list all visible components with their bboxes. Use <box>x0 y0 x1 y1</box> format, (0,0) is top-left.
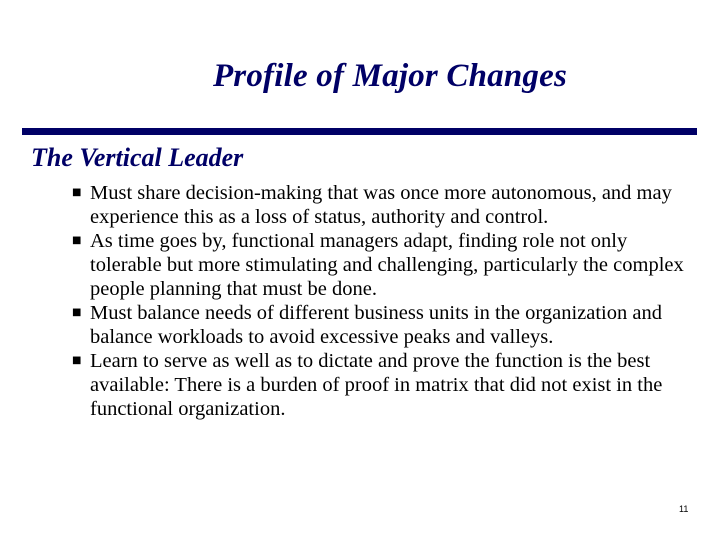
bullet-item <box>72 349 692 421</box>
bullet-item <box>72 301 692 349</box>
bullet-item <box>72 229 692 301</box>
square-bullet-icon: ■ <box>72 355 82 366</box>
bullet-text: Must balance needs of different business units in the organization and balance workloads to avoid excessive peaks and valleys. <box>90 302 662 348</box>
page-number: 11 <box>679 504 689 514</box>
square-bullet-icon: ■ <box>72 235 82 246</box>
bullet-item <box>72 181 692 229</box>
bullet-list <box>72 181 692 421</box>
bullet-text: Must share decision-making that was once more autonomous, and may experience this as a loss of status, authority and control. <box>90 182 672 228</box>
slide-title: Profile of Major Changes <box>212 58 568 94</box>
section-heading: The Vertical Leader <box>31 143 244 172</box>
bullet-text: Learn to serve as well as to dictate and prove the function is the best available: There is a burden of proof in matrix that did not exist in the functional organization. <box>90 350 663 420</box>
square-bullet-icon: ■ <box>72 307 82 318</box>
bullet-text: As time goes by, functional managers adapt, finding role not only tolerable but more stimulating and challenging, particularly the complex people planning that must be done. <box>90 230 684 300</box>
title-divider <box>22 128 697 135</box>
square-bullet-icon: ■ <box>72 187 82 198</box>
